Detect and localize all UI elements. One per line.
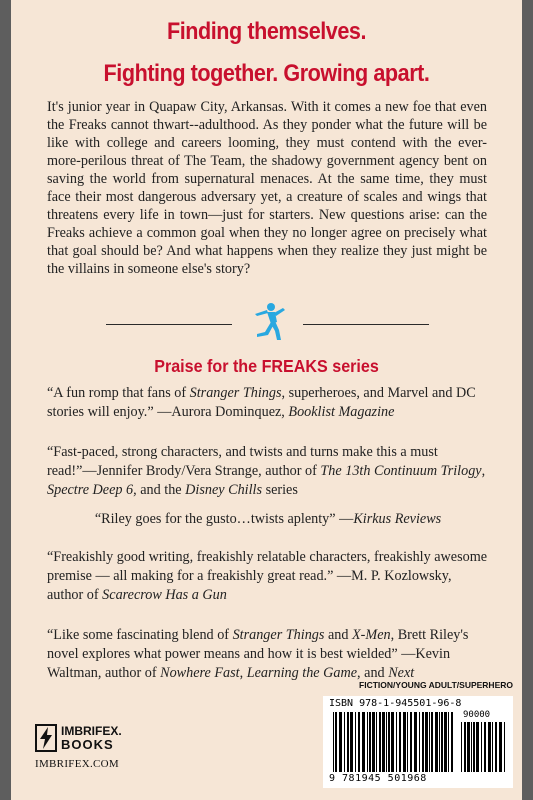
barcode-bars-main — [333, 712, 453, 772]
barcode-bars-addon — [461, 722, 507, 772]
publisher-name-line-2: BOOKS — [61, 737, 114, 752]
book-blurb: It's junior year in Quapaw City, Arkansas. With it comes a new foe that even the Freaks cannot thwart--adulthood. As they ponder what the future will be like with college and careers looming, they must contend with the ever-more-perilous threat of The Team, the shadowy government agency bent on saving the world from supernatural menaces. At the same time, they must face their most dangerous adversary yet, a creature of scales and wings that threatens every life in town—just for starters. New questions arise: can the Freaks achieve a common goal when they no longer agree on precisely what that goal should be? And what happens when they realize they just might be the villains in someone else's story? — [47, 99, 487, 277]
barcode — [323, 696, 513, 788]
isbn-number: ISBN 978-1-945501-96-8 — [329, 698, 462, 709]
review-quote-kozlowsky: “Freakishly good writing, freakishly relatable characters, freakishly awesome premise — all making for a freakishly great read.” —M. P. Kozlowsky, author of Scarecrow Has a Gun — [47, 549, 488, 603]
book-back-cover — [11, 0, 522, 800]
review-quote-brody: “Fast-paced, strong characters, and twists and turns make this a must read!”—Jennifer Brody/Vera Strange, author of The 13th Continuum Trilogy, Spectre Deep 6, and the Disney Chills series — [47, 444, 486, 498]
publisher-logo — [35, 724, 122, 752]
review-quote-waltman: “Like some fascinating blend of Stranger Things and X-Men, Brett Riley's novel explores what power means and how it is best wielded” —Kevin Waltman, author of Nowhere Fast, Learning the Game, and Next — [47, 627, 469, 681]
divider-right — [303, 324, 429, 325]
publisher-url: IMBRIFEX.COM — [35, 758, 119, 770]
review-quote-kirkus: “Riley goes for the gusto…twists aplenty” —Kirkus Reviews — [94, 511, 442, 527]
praise-heading: Praise for the FREAKS series — [154, 356, 379, 376]
headline-line-1: Finding themselves. — [166, 18, 367, 45]
running-figure-icon — [247, 302, 289, 342]
publisher-block — [35, 724, 122, 770]
barcode-digits: 9 781945 501968 — [329, 773, 427, 784]
publisher-name-line-1: IMBRIFEX. — [61, 724, 122, 738]
price-addon-number: 90000 — [463, 710, 491, 720]
lightning-bolt-icon — [35, 724, 57, 752]
headline-line-2: Fighting together. Growing apart. — [103, 60, 430, 87]
book-category: FICTION/YOUNG ADULT/SUPERHERO — [359, 680, 513, 690]
divider-left — [106, 324, 232, 325]
review-quote-booklist: “A fun romp that fans of Stranger Things, superheroes, and Marvel and DC stories will enjoy.” —Aurora Dominquez, Booklist Magazine — [47, 385, 476, 420]
